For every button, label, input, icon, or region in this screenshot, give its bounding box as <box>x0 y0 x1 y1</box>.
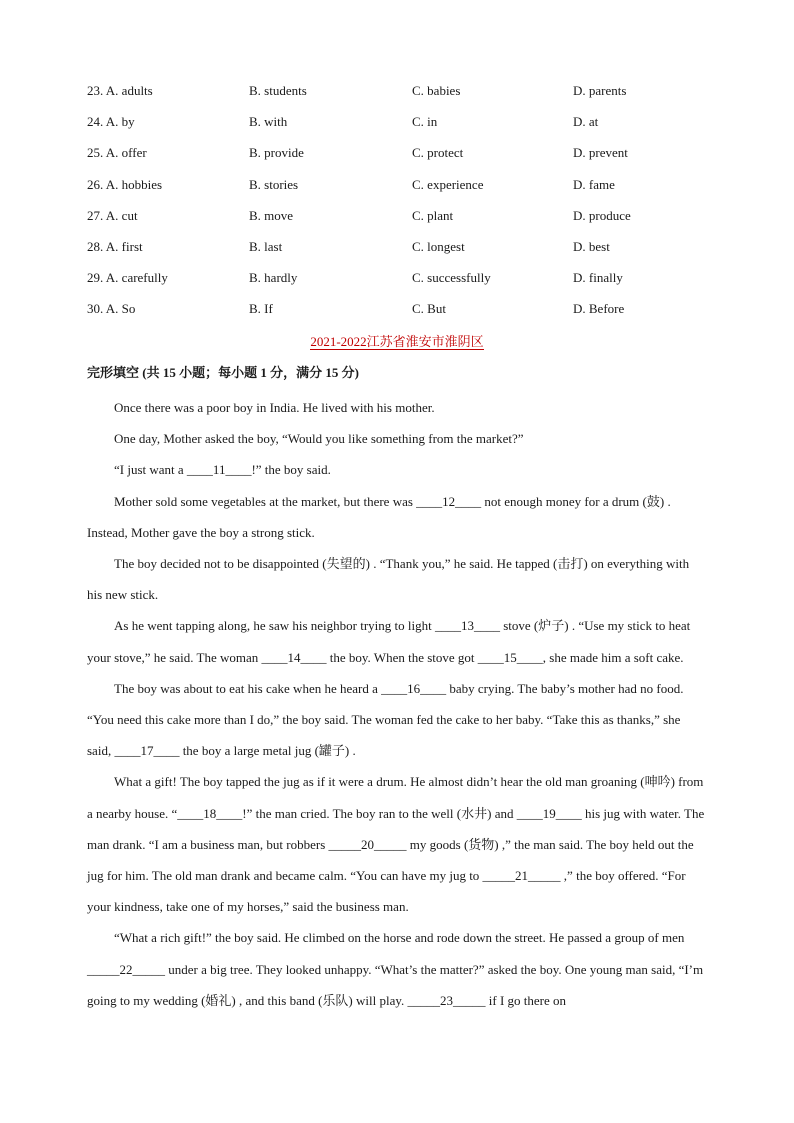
section-title: 完形填空 (共 15 小题；每小题 1 分，满分 15 分) <box>87 365 359 380</box>
option-row <box>0 267 794 298</box>
option-c: C. protect <box>412 145 464 161</box>
paragraph: The boy decided not to be disappointed (失望的) . “Thank you,” he said. He tapped (击打) on everything with his new stick. <box>87 556 690 603</box>
paragraph: “I just want a ____11____!” the boy said. <box>114 462 331 478</box>
option-c: C. babies <box>412 83 461 98</box>
option-b: B. students <box>249 83 307 98</box>
option-d: D. parents <box>573 83 627 98</box>
option-c: C. plant <box>412 207 454 223</box>
option-a: 25. A. offer <box>87 145 147 161</box>
option-b: B. If <box>249 301 273 317</box>
option-b: B. hardly <box>249 270 298 286</box>
option-a: 26. A. hobbies <box>87 176 163 192</box>
option-row <box>0 111 794 142</box>
option-b: B. with <box>249 114 288 130</box>
option-c: C. But <box>412 301 446 317</box>
option-row <box>0 174 794 205</box>
answer-options <box>0 80 794 330</box>
option-a: 29. A. carefully <box>87 270 168 286</box>
option-b: B. last <box>249 238 283 254</box>
option-c: C. successfully <box>412 270 491 286</box>
option-row <box>0 80 794 111</box>
option-b: B. provide <box>249 145 304 161</box>
paragraph: The boy was about to eat his cake when he heard a ____16____ baby crying. The baby’s mother had no food. “You need this cake more than I do,” the boy said. The woman fed the cake to her baby. “Take this as thanks,” she said, ____17____ the boy a large metal jug (罐子) . <box>87 680 684 759</box>
option-c: C. experience <box>412 176 484 192</box>
option-a: 24. A. by <box>87 114 135 130</box>
option-c: C. longest <box>412 238 465 254</box>
paragraph: Mother sold some vegetables at the market, but there was ____12____ not enough money for a drum (鼓) . Instead, Mother gave the boy a strong stick. <box>87 493 671 540</box>
option-d: D. Before <box>573 301 625 317</box>
source-heading <box>0 332 794 352</box>
option-row <box>0 298 794 329</box>
option-c: C. in <box>412 114 438 130</box>
option-b: B. stories <box>249 176 299 192</box>
option-d: D. finally <box>573 270 623 286</box>
option-row <box>0 142 794 173</box>
paragraph: What a gift! The boy tapped the jug as if it were a drum. He almost didn’t hear the old man groaning (呻吟) from a nearby house. “____18____!” the man cried. The boy ran to the well (水井) and ____19____ his jug with water. The man drank. “I am a business man, but robbers _____20_____ my goods (货物) ,” the man said. The boy held out the jug for him. The old man drank and became calm. “You can have my jug to _____21_____ ,” the boy offered. “For your kindness, take one of my horses,” said the business man. <box>87 774 705 915</box>
option-b: B. move <box>249 207 294 223</box>
option-row <box>0 205 794 236</box>
cloze-passage <box>87 392 707 1016</box>
option-a: 30. A. So <box>87 301 136 317</box>
source-label: 2021-2022江苏省淮安市淮阴区 <box>310 334 484 349</box>
option-row <box>0 236 794 267</box>
option-d: D. prevent <box>573 145 628 161</box>
paragraph: As he went tapping along, he saw his neighbor trying to light ____13____ stove (炉子) . “Use my stick to heat your stove,” he said. The woman ____14____ the boy. When the stove got ____15____, she made him a soft cake. <box>87 618 691 665</box>
option-a: 28. A. first <box>87 238 143 254</box>
option-d: D. fame <box>573 176 615 192</box>
option-d: D. best <box>573 238 610 254</box>
paragraph: Once there was a poor boy in India. He lived with his mother. <box>114 400 435 415</box>
paragraph: One day, Mother asked the boy, “Would you like something from the market?” <box>114 431 524 447</box>
option-a: 23. A. adults <box>87 83 153 98</box>
option-d: D. at <box>573 114 599 130</box>
paragraph: “What a rich gift!” the boy said. He climbed on the horse and rode down the street. He passed a group of men _____22_____ under a big tree. They looked unhappy. “What’s the matter?” asked the boy. One young man said, “I’m going to my wedding (婚礼) , and this band (乐队) will play. _____23_____ if I go there on <box>87 930 704 1008</box>
option-d: D. produce <box>573 207 631 223</box>
option-a: 27. A. cut <box>87 207 138 223</box>
